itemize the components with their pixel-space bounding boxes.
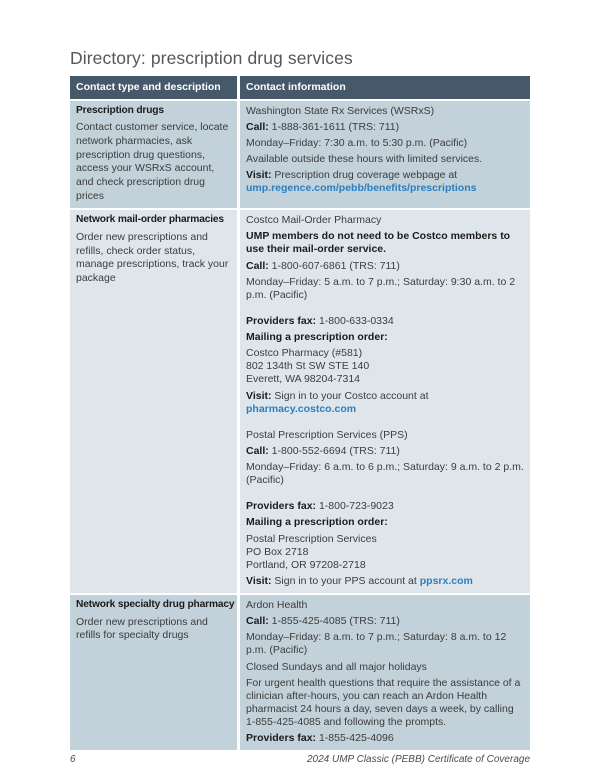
bold-label: UMP members do not need to be Costco members to use their mail-order service. xyxy=(246,230,511,256)
info-paragraph xyxy=(246,533,524,572)
info-paragraph xyxy=(246,575,524,588)
contact-information-cell xyxy=(240,101,530,209)
table-body xyxy=(70,101,530,751)
table-row xyxy=(70,210,530,593)
bold-label: Call: xyxy=(246,120,269,133)
info-paragraph xyxy=(246,169,524,195)
info-paragraph xyxy=(246,105,524,118)
bold-label: Visit: xyxy=(246,389,272,402)
info-paragraph xyxy=(246,631,524,657)
bold-label: Visit: xyxy=(246,169,272,182)
page-number: 6 xyxy=(70,754,76,766)
text-run: Sign in to your PPS account at xyxy=(271,574,420,587)
text-run: Monday–Friday: 5 a.m. to 7 p.m.; Saturday: 9:30 a.m. to 2 p.m. (Pacific) xyxy=(246,275,516,301)
text-run: For urgent health questions that require the assistance of a clinician after-hours, you can reach an Ardon Health pharmacist 24 hours a day, seven days a week, by calling 1-855-425-4085 and following the prompts. xyxy=(246,676,521,729)
bold-label: Call: xyxy=(246,444,269,457)
contact-type-cell xyxy=(70,210,237,593)
text-run: Postal Prescription Services (PPS) xyxy=(246,428,408,441)
info-paragraph xyxy=(246,445,524,458)
paragraph-spacer xyxy=(246,419,524,429)
column-header-contact-type: Contact type and description xyxy=(70,76,237,99)
contact-information-cell xyxy=(240,595,530,750)
text-run: 1-800-552-6694 (TRS: 711) xyxy=(268,444,400,457)
info-paragraph xyxy=(246,615,524,628)
contact-type-title: Network mail-order pharmacies xyxy=(76,214,224,226)
info-paragraph xyxy=(246,214,524,227)
info-paragraph xyxy=(246,260,524,273)
column-header-contact-information: Contact information xyxy=(240,76,530,99)
info-paragraph xyxy=(246,677,524,730)
text-run: Costco Pharmacy (#581) xyxy=(246,347,363,360)
bold-label: Providers fax: xyxy=(246,732,317,745)
text-run: Ardon Health xyxy=(246,599,308,612)
info-paragraph xyxy=(246,390,524,416)
info-paragraph xyxy=(246,331,524,344)
contact-type-title: Network specialty drug pharmacy xyxy=(76,599,235,611)
contact-type-cell xyxy=(70,595,237,750)
text-run: Monday–Friday: 7:30 a.m. to 5:30 p.m. (Pacific) xyxy=(246,136,468,149)
bold-label: Visit: xyxy=(246,574,272,587)
bold-label: Call: xyxy=(246,259,269,272)
contact-type-description: Order new prescriptions and refills for specialty drugs xyxy=(76,615,208,642)
info-paragraph xyxy=(246,315,524,328)
info-paragraph xyxy=(246,661,524,674)
text-run: Prescription drug coverage webpage at xyxy=(271,169,458,182)
page-title: Directory: prescription drug services xyxy=(70,48,353,68)
text-run: 1-855-425-4085 (TRS: 711) xyxy=(268,615,400,628)
text-run: PO Box 2718 xyxy=(246,545,309,558)
info-paragraph xyxy=(246,516,524,529)
hyperlink[interactable]: pharmacy.costco.com xyxy=(246,402,357,415)
text-run: 1-888-361-1611 (TRS: 711) xyxy=(268,120,400,133)
text-run: Sign in to your Costco account at xyxy=(271,389,429,402)
text-run: Portland, OR 97208-2718 xyxy=(246,558,366,571)
info-paragraph xyxy=(246,347,524,386)
paragraph-spacer xyxy=(246,490,524,500)
hyperlink[interactable]: ppsrx.com xyxy=(419,574,473,587)
contact-type-cell xyxy=(70,101,237,209)
info-paragraph xyxy=(246,137,524,150)
text-run: Postal Prescription Services xyxy=(246,532,377,545)
bold-label: Call: xyxy=(246,615,269,628)
paragraph-spacer xyxy=(246,305,524,315)
text-run: 1-800-723-9023 xyxy=(316,500,394,513)
text-run: Washington State Rx Services (WSRxS) xyxy=(246,104,435,117)
info-paragraph xyxy=(246,153,524,166)
info-paragraph xyxy=(246,429,524,442)
info-paragraph xyxy=(246,230,524,256)
info-paragraph xyxy=(246,276,524,302)
text-run: Closed Sundays and all major holidays xyxy=(246,660,427,673)
contact-type-description: Contact customer service, locate network pharmacies, ask prescription drug questions, access your WSRxS account, and check prescription drug prices xyxy=(76,121,229,202)
text-run: 1-800-607-6861 (TRS: 711) xyxy=(268,259,400,272)
info-paragraph xyxy=(246,732,524,745)
contacts-table xyxy=(70,76,530,750)
hyperlink[interactable]: ump.regence.com/pebb/benefits/prescriptions xyxy=(246,182,477,195)
bold-label: Providers fax: xyxy=(246,500,317,513)
table-row xyxy=(70,595,530,750)
text-run: Monday–Friday: 8 a.m. to 7 p.m.; Saturday: 8 a.m. to 12 p.m. (Pacific) xyxy=(246,631,507,657)
text-run: 1-855-425-4096 xyxy=(316,732,394,745)
bold-label: Mailing a prescription order: xyxy=(246,516,388,529)
table-header-row xyxy=(70,76,530,99)
text-run: 802 134th St SW STE 140 xyxy=(246,360,370,373)
footer-doc-title: 2024 UMP Classic (PEBB) Certificate of Coverage xyxy=(306,754,530,766)
info-paragraph xyxy=(246,599,524,612)
info-paragraph xyxy=(246,121,524,134)
text-run: Monday–Friday: 6 a.m. to 6 p.m.; Saturday: 9 a.m. to 2 p.m. (Pacific) xyxy=(246,461,524,487)
text-run: 1-800-633-0334 xyxy=(316,314,394,327)
text-run: Everett, WA 98204-7314 xyxy=(246,373,361,386)
contact-information-cell xyxy=(240,210,530,593)
text-run: Costco Mail-Order Pharmacy xyxy=(246,214,382,227)
bold-label: Mailing a prescription order: xyxy=(246,331,388,344)
bold-label: Providers fax: xyxy=(246,314,317,327)
table-row xyxy=(70,101,530,209)
info-paragraph xyxy=(246,500,524,513)
contact-type-description: Order new prescriptions and refills, check order status, manage prescriptions, track your package xyxy=(76,230,229,284)
text-run: Available outside these hours with limited services. xyxy=(246,152,483,165)
page-footer xyxy=(70,754,530,765)
info-paragraph xyxy=(246,461,524,487)
contact-type-title: Prescription drugs xyxy=(76,104,164,116)
